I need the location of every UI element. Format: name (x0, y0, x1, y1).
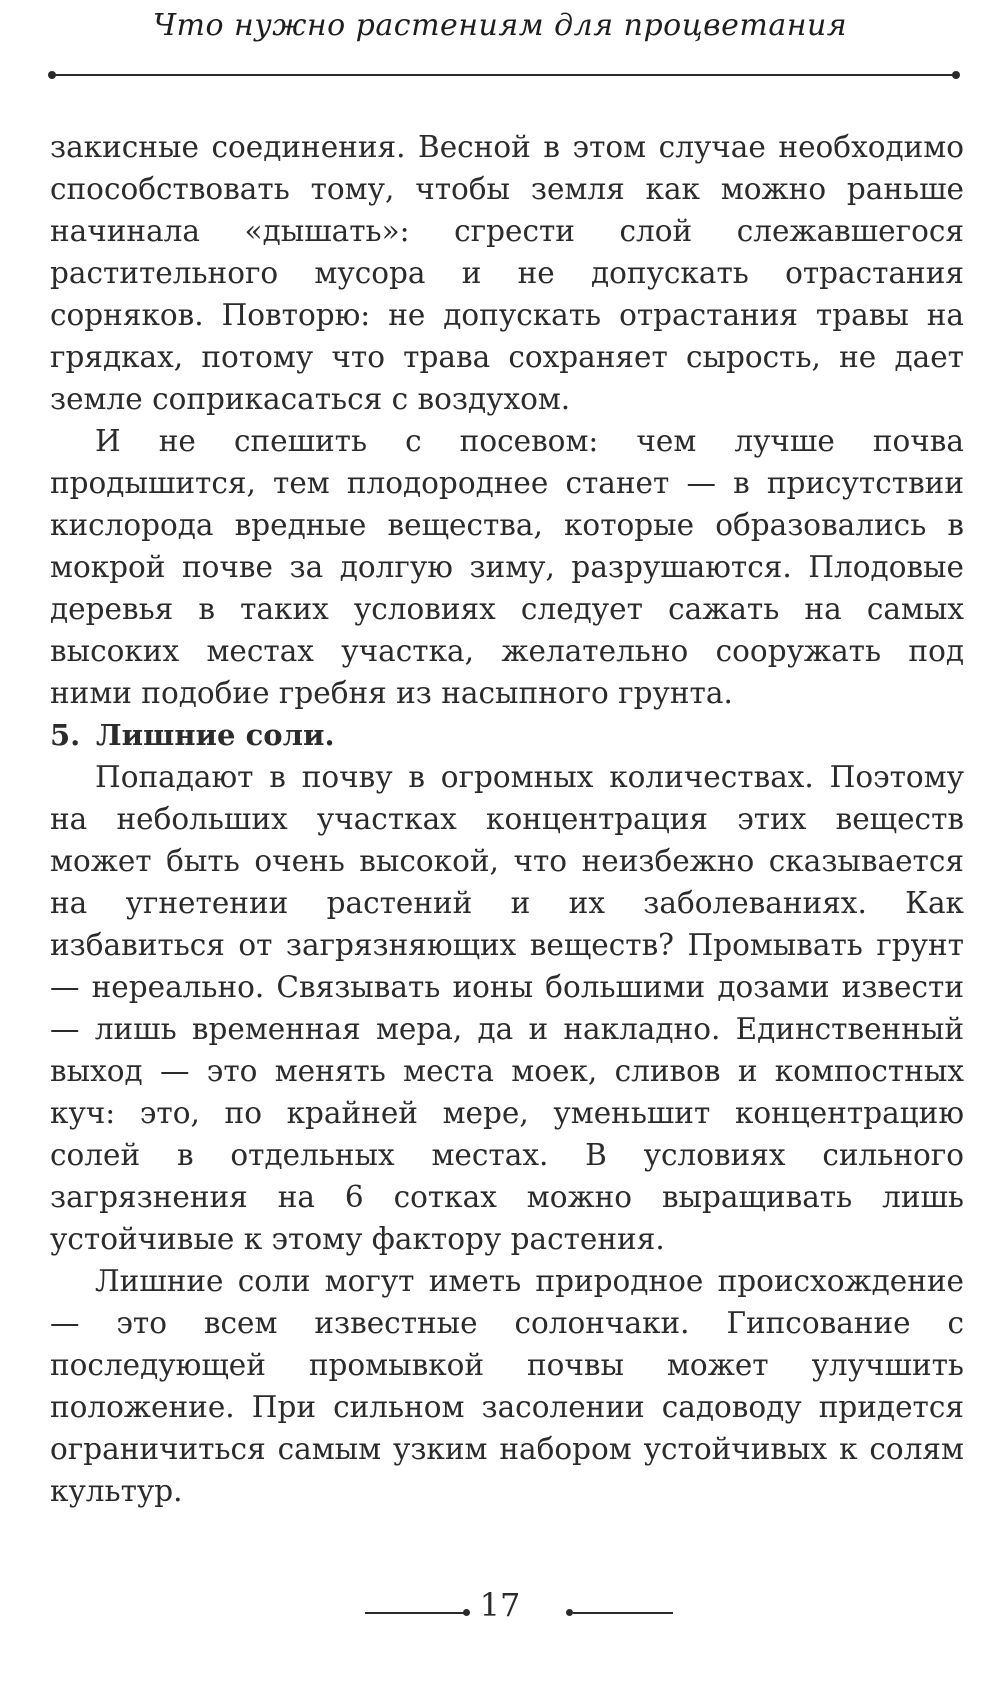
folio-rule-right (573, 1612, 673, 1614)
page-number: 17 (479, 1586, 521, 1624)
header-rule-dot-left (48, 71, 56, 79)
folio-dot-right (566, 1609, 573, 1616)
section-heading (50, 714, 964, 756)
section-number: 5. (50, 718, 81, 752)
section-paragraph-1: Попадают в почву в огромных количествах. Поэтому на небольших участках концентрация этих веществ может быть очень высокой, что неизбежно сказывается на угнетении растений и их заболеваниях. Как избавиться от загрязняющих веществ? Промывать грунт — нереально. Связывать ионы большими дозами извести — лишь временная мера, да и накладно. Единственный выход — это менять места моек, сливов и компостных куч: это, по крайней мере, уменьшит концентрацию солей в отдельных местах. В условиях сильного загрязнения на 6 сотках можно выращивать лишь устойчивые к этому фактору растения. (50, 760, 964, 1256)
section-title: Лишние соли. (96, 718, 335, 752)
page-footer (0, 1580, 1000, 1640)
page-body (50, 126, 964, 1512)
running-head-title: Что нужно растениям для процветания (152, 8, 848, 43)
body-paragraph-2: И не спешить с посевом: чем лучше почва продышится, тем плодороднее станет — в присутствии кислорода вредные вещества, которые образовались в мокрой почве за долгую зиму, разрушаются. Плодовые деревья в таких условиях следует сажать на самых высоких местах участка, желательно сооружать под ними подобие гребня из насыпного грунта. (50, 424, 964, 710)
header-rule-dot-right (952, 71, 960, 79)
body-paragraph-1: закисные соединения. Весной в этом случае необходимо способствовать тому, чтобы земля как можно раньше начинала «дышать»: сгрести слой слежавшегося растительного мусора и не допускать отрастания сорняков. Повторю: не допускать отрастания травы на грядках, потому что трава сохраняет сырость, не дает земле соприкасаться с воздухом. (50, 130, 964, 416)
section-paragraph-2: Лишние соли могут иметь природное происхождение — это всем известные солончаки. Гипсование с последующей промывкой почвы может улучшить положение. При сильном засолении садоводу придется ограничиться самым узким набором устойчивых к солям культур. (50, 1264, 964, 1508)
header-rule (52, 74, 956, 76)
